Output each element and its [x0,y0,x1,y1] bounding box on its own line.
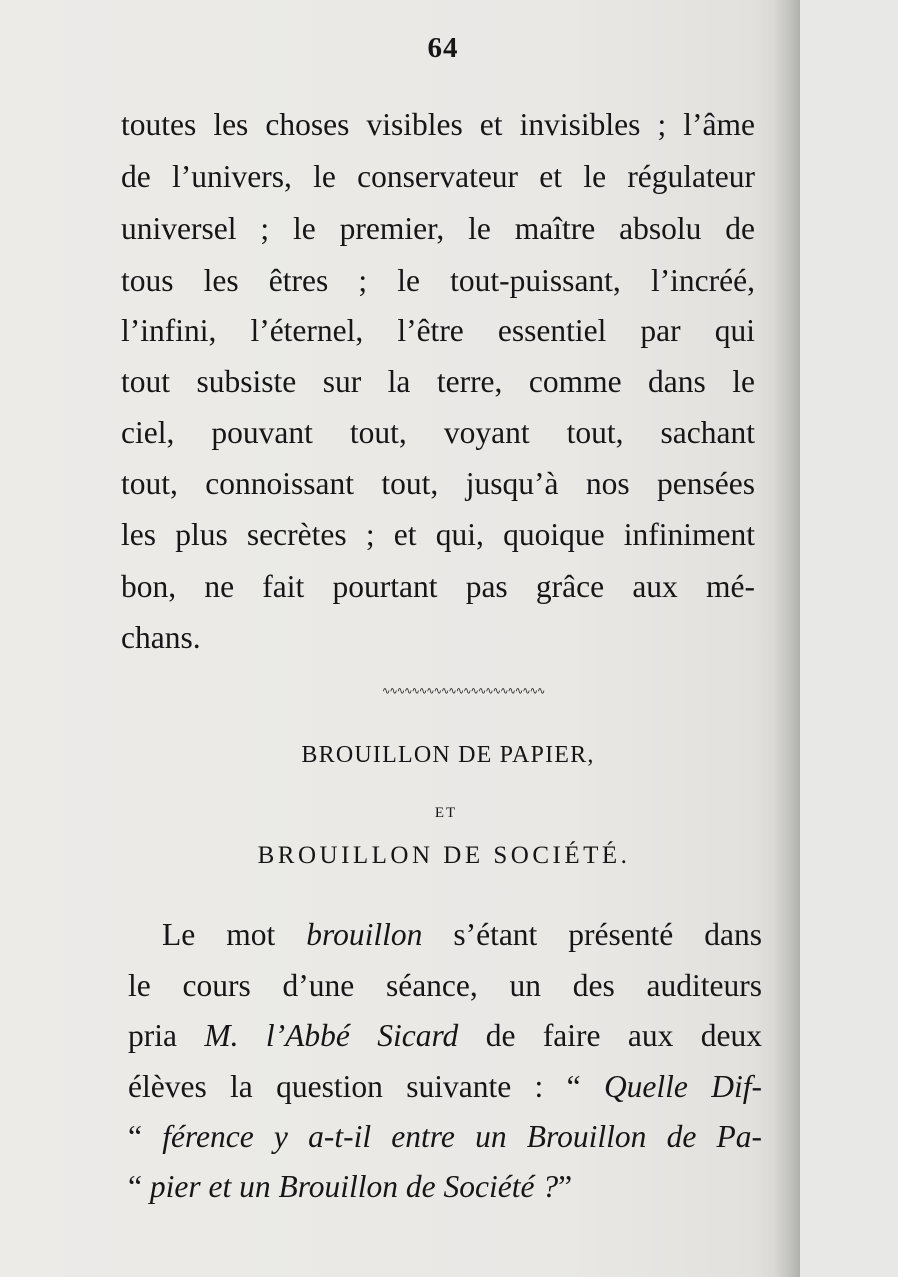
section-heading-line-2: ET [434,805,458,821]
page-edge-shadow [774,0,800,1277]
text-line: ciel, pouvant tout, voyant tout, sachant [121,415,755,450]
text-line: tous les êtres ; le tout-puissant, l’incréé, [121,263,755,298]
text-line: tout, connoissant tout, jusqu’à nos pensées [121,466,755,501]
text-line: “ pier et un Brouillon de Société ?” [128,1169,573,1204]
text-line: le cours d’une séance, un des auditeurs [128,968,762,1003]
text-line: universel ; le premier, le maître absolu de [121,211,755,246]
text-line: de l’univers, le conservateur et le régulateur [121,159,755,194]
text-line: bon, ne fait pourtant pas grâce aux mé- [121,569,755,604]
text-line: élèves la question suivante : “ Quelle Dif- [128,1069,762,1104]
text-line: les plus secrètes ; et qui, quoique infiniment [121,517,755,552]
text-line: “ férence y a-t-il entre un Brouillon de Pa- [128,1119,763,1154]
section-divider: ∿∿∿∿∿∿∿∿∿∿∿∿∿∿∿∿∿∿∿∿∿∿ [382,686,545,697]
section-heading-line-1: BROUILLON DE PAPIER, [301,742,595,768]
page-number: 64 [427,32,459,64]
section-heading-line-3: BROUILLON DE SOCIÉTÉ. [257,842,631,869]
text-line: tout subsiste sur la terre, comme dans le [121,364,755,399]
text-line: Le mot brouillon s’étant présenté dans [162,917,762,952]
text-line: pria M. l’Abbé Sicard de faire aux deux [128,1018,763,1053]
text-line: toutes les choses visibles et invisibles ; l’âme [121,107,755,142]
text-line: chans. [121,620,201,655]
text-line: l’infini, l’éternel, l’être essentiel par qui [121,313,755,348]
